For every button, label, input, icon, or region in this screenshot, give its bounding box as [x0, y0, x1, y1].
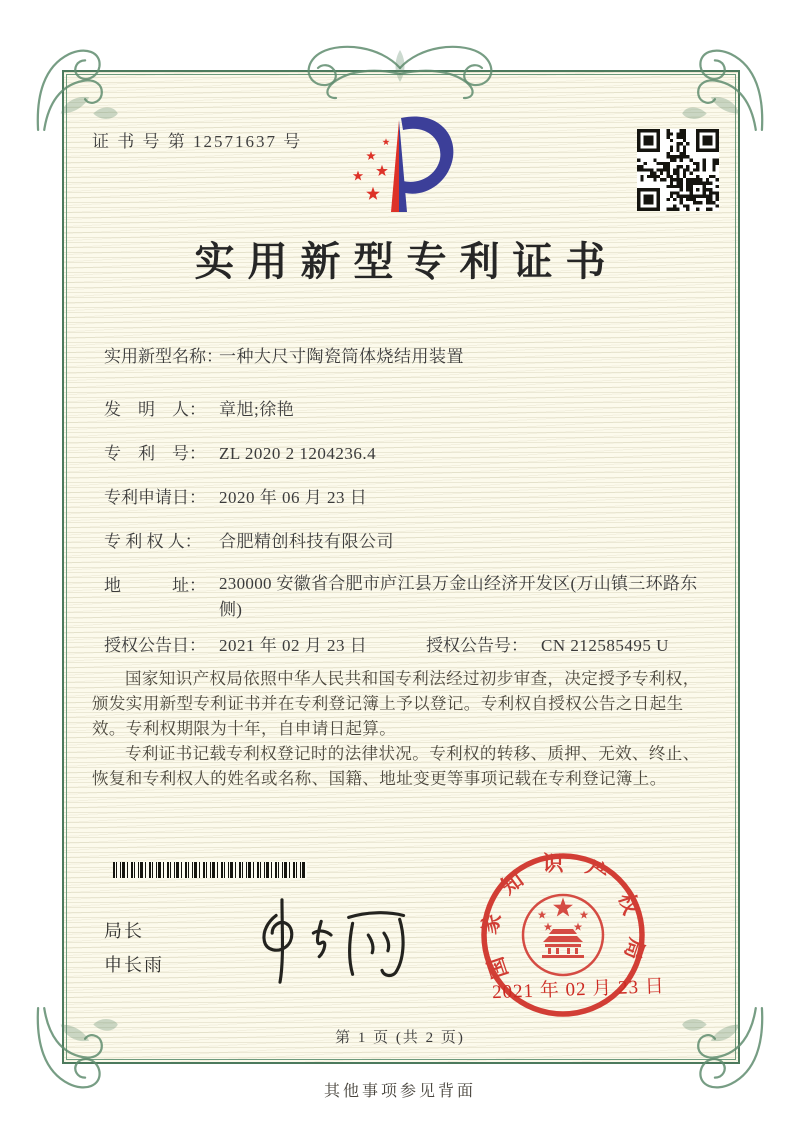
- seal-date: 2021 年 02 月 23 日: [491, 976, 666, 1004]
- certificate-number: 证 书 号 第 12571637 号: [92, 132, 303, 151]
- field-label: 地 址：: [104, 576, 206, 595]
- cnipa-logo-icon: [337, 114, 459, 218]
- field-label: 实用新型名称：: [104, 347, 223, 366]
- field-row-filing-date: [104, 483, 716, 513]
- signer-name: 申长雨: [104, 955, 164, 975]
- page-number: 第 1 页 (共 2 页): [335, 1030, 465, 1046]
- field-row-patentee: [104, 527, 716, 557]
- field-value: 2020 年 06 月 23 日: [219, 488, 368, 507]
- seal-text: 国家知识产权局: [476, 851, 650, 982]
- field-list: [104, 342, 716, 675]
- field-row-inventor: [104, 395, 716, 425]
- field-label: 发 明 人：: [104, 400, 206, 419]
- field-value: ZL 2020 2 1204236.4: [219, 444, 377, 463]
- field-value: 230000 安徽省合肥市庐江县万金山经济开发区(万山镇三环路东侧): [219, 574, 698, 619]
- field-label: 授权公告日：: [104, 636, 206, 655]
- qr-code-icon: [637, 129, 719, 211]
- field-pair-grant-number: [426, 631, 669, 661]
- field-label: 专 利 权 人：: [104, 532, 202, 551]
- signer-title: 局长: [104, 921, 144, 941]
- signature-icon: [232, 888, 432, 990]
- legal-paragraph-1: 国家知识产权局依照中华人民共和国专利法经过初步审查，决定授予专利权，颁发实用新型专利证书并在专利登记簿上予以登记。专利权自授权公告之日起生效。专利权期限为十年，自申请日起算。: [92, 669, 700, 738]
- field-label: 授权公告号：: [426, 636, 528, 655]
- legal-paragraph-2: 专利证书记载专利权登记时的法律状况。专利权的转移、质押、无效、终止、恢复和专利权人的姓名或名称、国籍、地址变更等事项记载在专利登记簿上。: [92, 744, 700, 788]
- back-side-note: 其他事项参见背面: [323, 1083, 476, 1100]
- field-value: 章旭;徐艳: [219, 400, 295, 419]
- signer-block: [104, 914, 164, 982]
- legal-text: [92, 666, 714, 791]
- certificate-title: 实用新型专利证书: [194, 239, 619, 284]
- barcode-icon: [113, 862, 307, 878]
- field-row-address: [104, 571, 716, 623]
- field-row-patent-no: [104, 439, 716, 469]
- svg-text:国家知识产权局: [477, 851, 650, 981]
- field-label: 专利申请日：: [104, 488, 206, 507]
- field-row-grant: [104, 631, 716, 661]
- field-value: 合肥精创科技有限公司: [219, 532, 394, 551]
- field-value: 一种大尺寸陶瓷筒体烧结用装置: [219, 347, 464, 366]
- field-row-name: [104, 342, 716, 372]
- field-label: 专 利 号：: [104, 444, 206, 463]
- field-value: 2021 年 02 月 23 日: [219, 636, 368, 655]
- field-value: CN 212585495 U: [541, 636, 669, 655]
